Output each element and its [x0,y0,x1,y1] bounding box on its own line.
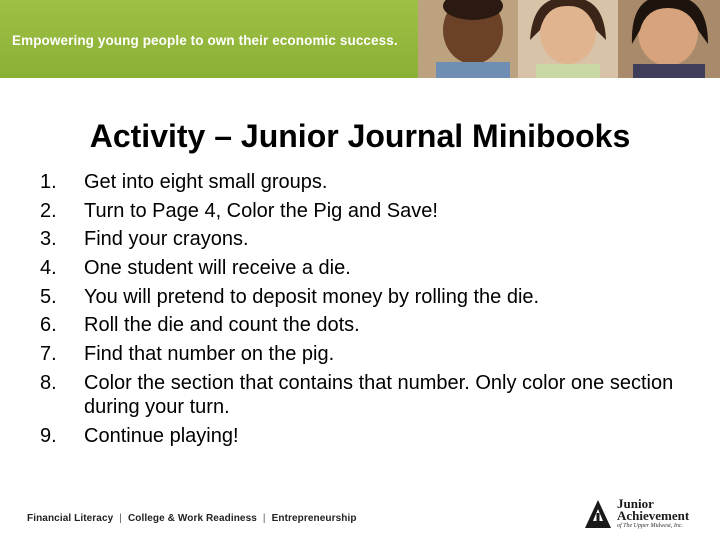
footer-item-college-work-readiness: College & Work Readiness [127,513,257,524]
step-text: One student will receive a die. [84,257,351,280]
step-number: 1. [40,171,57,193]
step-text: Find that number on the pig. [84,343,335,366]
step-text: Color the section that contains that number. Only color one section during your turn. [84,371,674,418]
step-number: 8. [40,371,57,394]
header-banner [0,0,720,78]
junior-achievement-logo [584,497,704,533]
step-number: 7. [40,343,57,366]
tagline: Empowering young people to own their economic success. [12,33,398,48]
list-item [40,342,700,366]
logo-line-junior: Junior [617,496,654,511]
list-item [40,199,700,223]
students-photo [418,0,720,78]
logo-line-region: of The Upper Midwest, Inc. [617,523,683,529]
list-item [40,227,700,251]
step-number: 6. [40,314,57,337]
footer-item-entrepreneurship: Entrepreneurship [271,513,357,524]
step-number: 5. [40,285,57,308]
step-text: Roll the die and count the dots. [84,314,360,337]
footer-programs [27,513,357,524]
list-item [40,256,700,280]
footer-separator: | [119,513,122,524]
step-number: 3. [40,228,57,251]
list-item [40,424,700,448]
list-item [40,313,700,337]
logo-line-achievement: Achievement [617,508,690,523]
step-number: 9. [40,424,57,447]
steps-list [40,170,700,452]
list-item [40,170,700,194]
step-text: Find your crayons. [84,228,249,251]
banner-green-panel [0,0,418,78]
step-text: You will pretend to deposit money by rolling the die. [84,285,540,308]
slide-title: Activity – Junior Journal Minibooks [89,118,631,154]
logo-mark-icon [584,499,612,529]
footer-item-financial-literacy: Financial Literacy [27,513,114,524]
list-item [40,285,700,309]
step-number: 4. [40,257,57,280]
step-text: Continue playing! [84,424,239,447]
list-item [40,371,700,419]
step-text: Turn to Page 4, Color the Pig and Save! [84,199,438,222]
footer-separator: | [262,513,266,524]
step-text: Get into eight small groups. [84,171,328,193]
step-number: 2. [40,199,57,222]
